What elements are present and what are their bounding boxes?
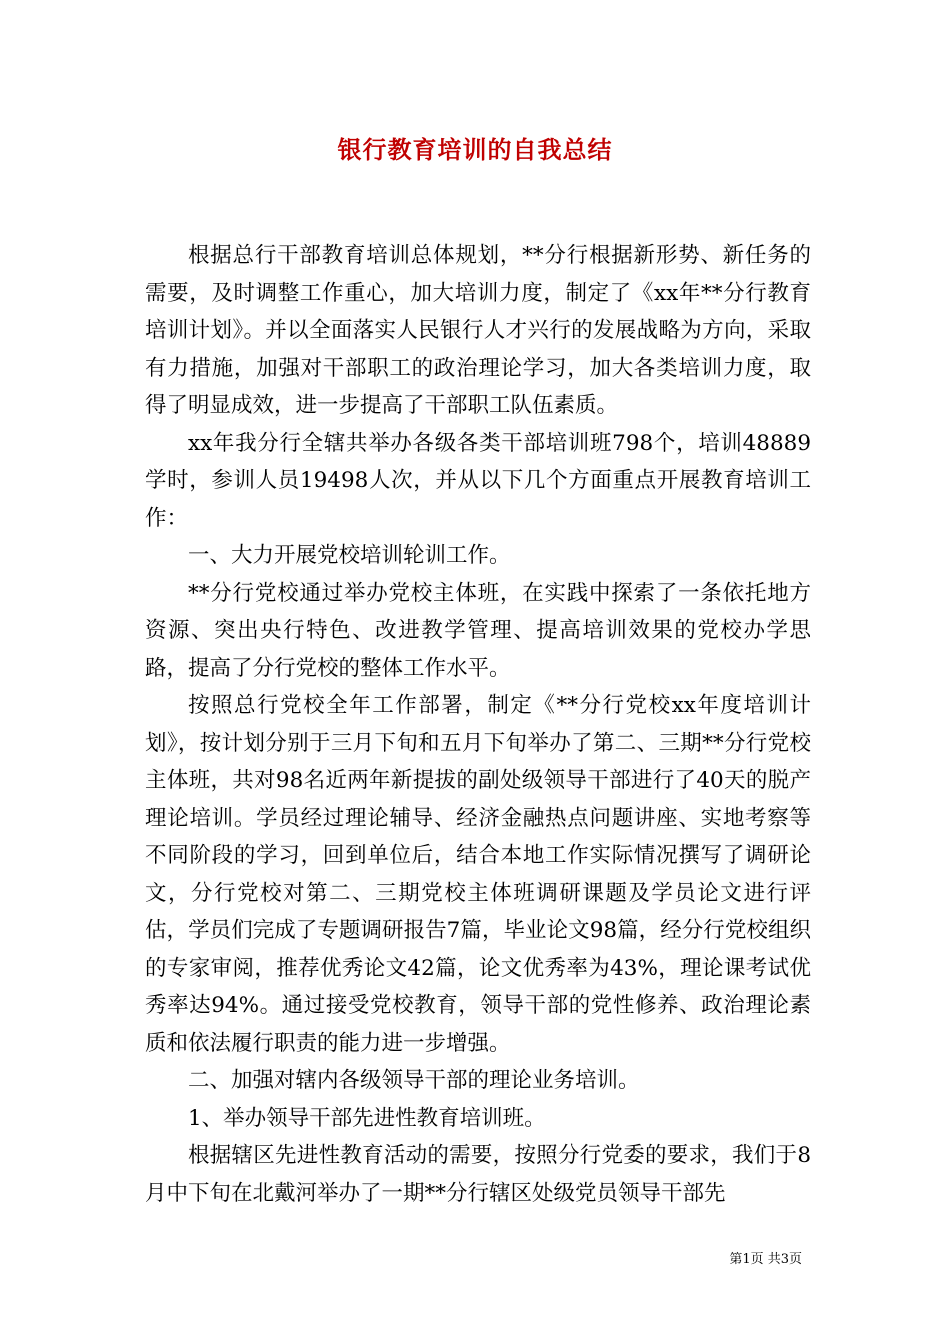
page-number: 第1页 共3页 — [729, 1252, 802, 1267]
paragraph: xx年我分行全辖共举办各级各类干部培训班798个，培训48889学时，参训人员19498人次，并从以下几个方面重点开展教育培训工作： — [145, 430, 811, 531]
paragraph: 根据总行干部教育培训总体规划，**分行根据新形势、新任务的需要，及时调整工作重心，加大培训力度，制定了《xx年**分行教育培训计划》。并以全面落实人民银行人才兴行的发展战略为方向，采取有力措施，加强对干部职工的政治理论学习，加大各类培训力度，取得了明显成效，进一步提高了干部职工队伍素质。 — [145, 243, 811, 418]
paragraph: **分行党校通过举办党校主体班，在实践中探索了一条依托地方资源、突出央行特色、改进教学管理、提高培训效果的党校办学思路，提高了分行党校的整体工作水平。 — [145, 580, 811, 681]
section-heading: 一、大力开展党校培训轮训工作。 — [188, 543, 511, 568]
subsection-heading: 1、举办领导干部先进性教育培训班。 — [188, 1105, 546, 1131]
section-heading: 二、加强对辖内各级领导干部的理论业务培训。 — [188, 1068, 640, 1093]
document-body — [145, 237, 811, 1212]
paragraph: 按照总行党校全年工作部署，制定《**分行党校xx年度培训计划》，按计划分别于三月下旬和五月下旬举办了第二、三期**分行党校主体班，共对98名近两年新提拔的副处级领导干部进行了40天的脱产理论培训。学员经过理论辅导、经济金融热点问题讲座、实地考察等不同阶段的学习，回到单位后，结合本地工作实际情况撰写了调研论文，分行党校对第二、三期党校主体班调研课题及学员论文进行评估，学员们完成了专题调研报告7篇，毕业论文98篇，经分行党校组织的专家审阅，推荐优秀论文42篇，论文优秀率为43%，理论课考试优秀率达94%。通过接受党校教育，领导干部的党性修养、政治理论素质和依法履行职责的能力进一步增强。 — [145, 693, 811, 1056]
document-title: 银行教育培训的自我总结 — [337, 135, 613, 164]
paragraph: 根据辖区先进性教育活动的需要，按照分行党委的要求，我们于8月中下旬在北戴河举办了一期**分行辖区处级党员领导干部先 — [145, 1143, 811, 1206]
